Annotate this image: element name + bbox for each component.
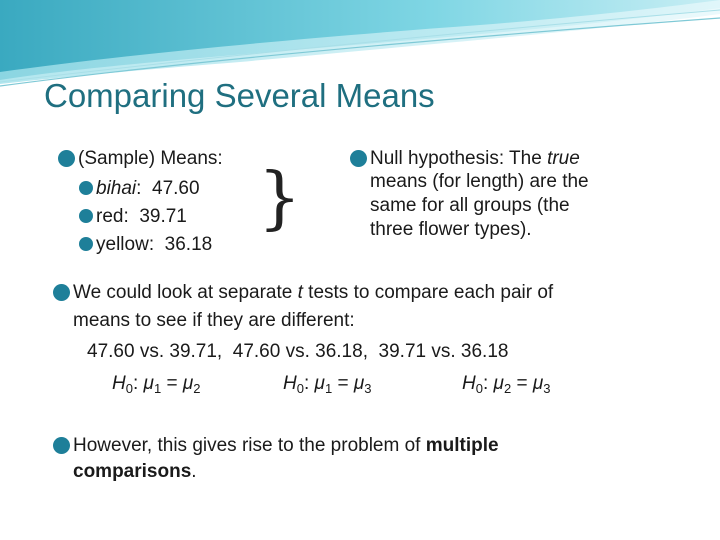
separate-t-tests: We could look at separate t tests to compare each pair of: [73, 281, 553, 304]
slide-title: Comparing Several Means: [44, 77, 435, 114]
group-name: yellow: [96, 234, 149, 255]
bullet-icon: [53, 284, 70, 301]
bullet-icon: [79, 181, 93, 195]
right-brace: }: [258, 159, 302, 238]
sample-means-heading: (Sample) Means:: [78, 147, 223, 170]
bullet-icon: [79, 209, 93, 223]
mean-bihai: bihai: 47.60: [96, 177, 200, 200]
null-hypothesis-line-3: same for all groups (the: [370, 195, 570, 216]
group-name: bihai: [96, 178, 137, 199]
mean-pairs: 47.60 vs. 39.71, 47.60 vs. 36.18, 39.71 vs. 36.18: [87, 341, 509, 362]
bullet-icon: [58, 150, 75, 167]
multiple-comparisons-line-2: comparisons.: [73, 461, 197, 482]
bullet-icon: [53, 437, 70, 454]
hypothesis-3: $H_0$: $\mu_2 = \mu_3$: [462, 373, 551, 396]
hypothesis-1: $H_0$: $\mu_1 = \mu_2$: [112, 373, 201, 396]
mean-red: red: 39.71: [96, 205, 187, 228]
group-mean: 39.71: [139, 206, 187, 227]
null-hypothesis: Null hypothesis: The true: [370, 147, 580, 170]
group-mean: 36.18: [164, 234, 213, 255]
bullet-icon: [79, 237, 93, 251]
separate-t-tests-line-2: means to see if they are different:: [73, 310, 355, 331]
mean-yellow: yellow: 36.18: [96, 233, 212, 256]
null-hypothesis-line-4: three flower types).: [370, 219, 532, 240]
group-name: red: [96, 206, 124, 227]
hypothesis-2: $H_0$: $\mu_1 = \mu_3$: [283, 373, 372, 396]
multiple-comparisons: However, this gives rise to the problem of multiple: [73, 434, 499, 457]
group-mean: 47.60: [152, 178, 200, 199]
null-hypothesis-line-2: means (for length) are the: [370, 171, 589, 192]
bullet-icon: [350, 150, 367, 167]
